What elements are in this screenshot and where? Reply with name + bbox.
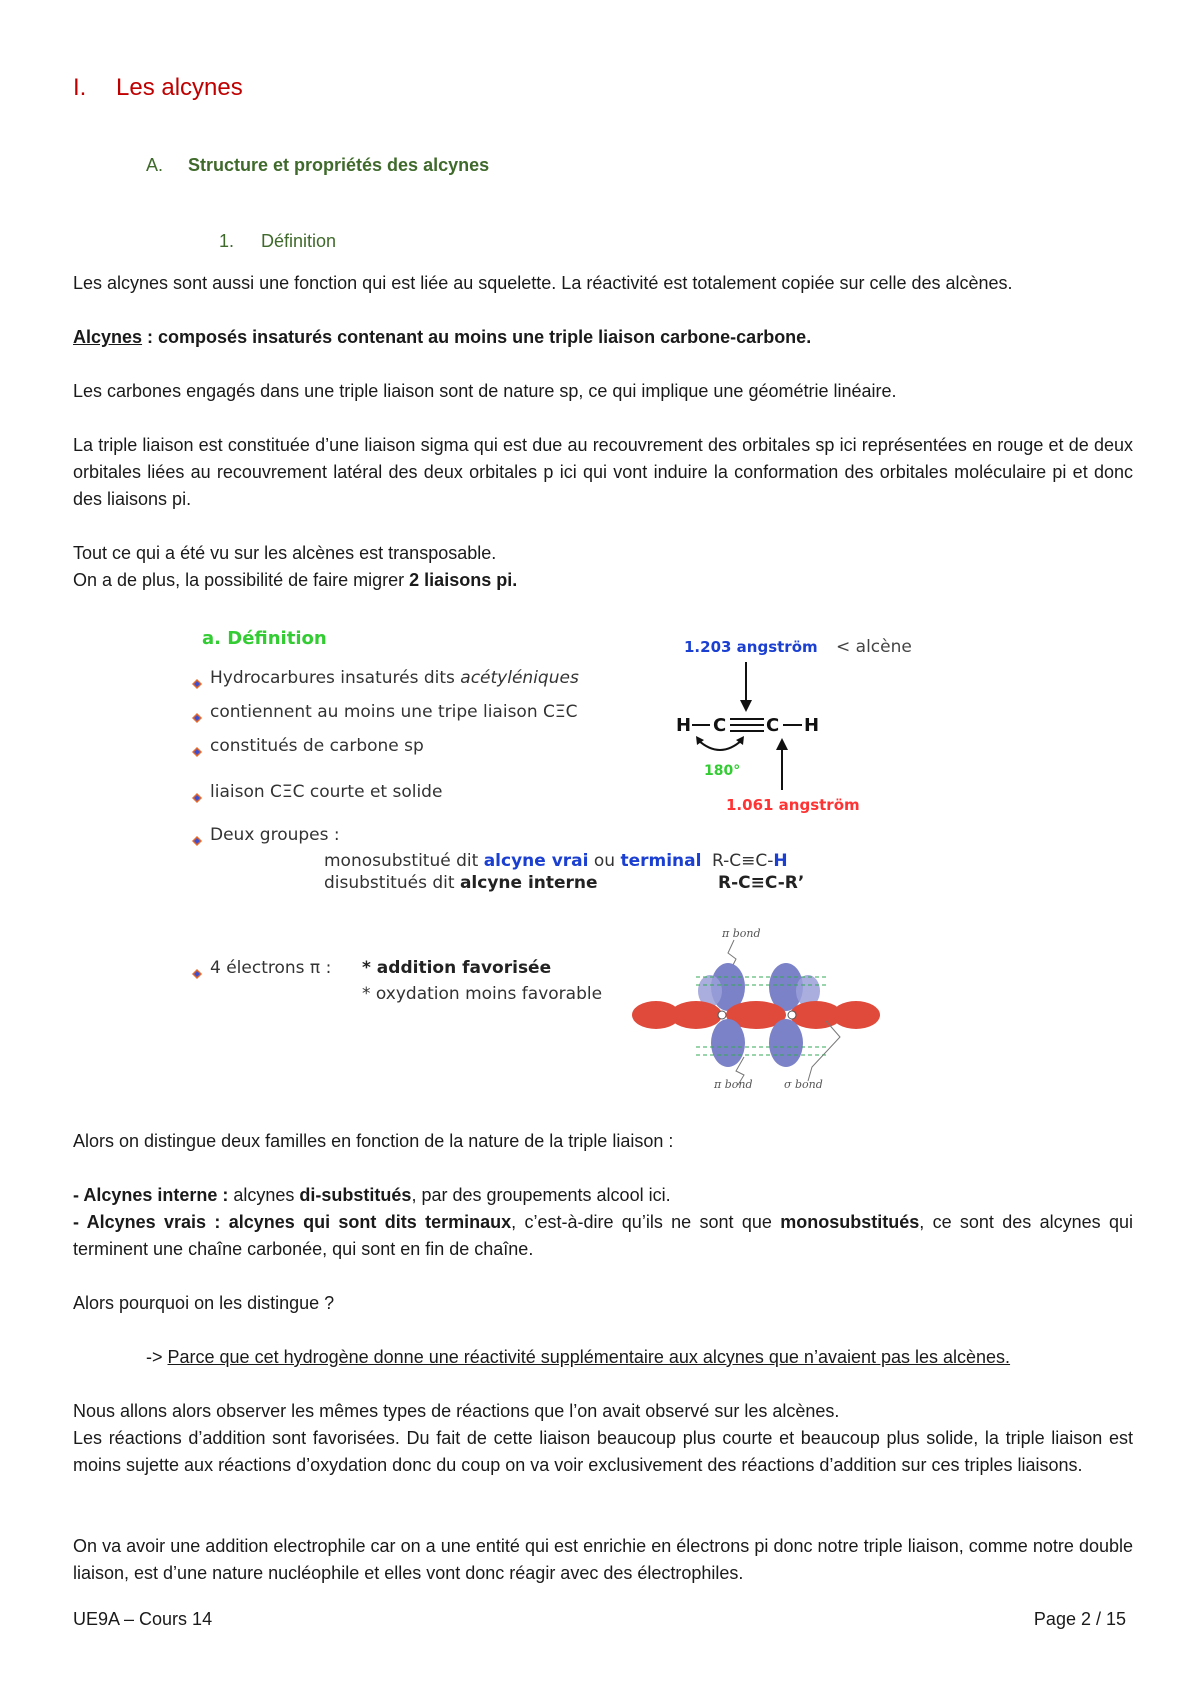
atom-h2: H [804, 715, 820, 736]
sp-orbital-h2 [832, 1001, 880, 1029]
property-oxydation: * oxydation moins favorable [362, 984, 603, 1004]
di-bold: alcyne interne [459, 873, 598, 893]
bullet-icon [192, 833, 202, 843]
heading-3-number: 1. [219, 231, 235, 251]
figure-bullet-5: Deux groupes : [210, 825, 340, 845]
bullet-icon [192, 676, 202, 686]
terminal-bold: monosubstitués [780, 1212, 920, 1232]
definition-figure [186, 620, 986, 1090]
question: Alors pourquoi on les distingue ? [73, 1293, 335, 1313]
mono-formula-h: H [773, 851, 788, 871]
bullet-1-italic: acétyléniques [460, 668, 579, 688]
di-text: disubstitués dit [324, 873, 460, 893]
atom-c1: C [713, 715, 727, 736]
definition-term: Alcynes [73, 327, 143, 347]
mono-formula [712, 851, 788, 871]
bullet-icon [192, 790, 202, 800]
pi-bond-bottom-label: π bond [714, 1078, 753, 1090]
group-mono [324, 851, 701, 871]
bullet-1-text: Hydrocarbures insaturés dits [210, 668, 461, 688]
heading-3 [219, 231, 336, 252]
sigma-bond-pointer [808, 1021, 840, 1081]
carbon-nucleus-1 [718, 1011, 726, 1019]
comparison-label: < alcène [836, 637, 912, 657]
paragraph-geometry: Les carbones engagés dans une triple liaison sont de nature sp, ce qui implique une géométrie linéaire. [73, 381, 897, 401]
answer-text: Parce que cet hydrogène donne une réactivité supplémentaire aux alcynes que n’avaient pas les alcènes. [167, 1347, 1011, 1367]
heading-2-text: Structure et propriétés des alcynes [188, 155, 490, 175]
answer-arrow: -> [146, 1347, 168, 1367]
paragraph-definition [73, 324, 1133, 351]
p-orbital-bottom-1 [711, 1019, 745, 1067]
mono-formula-text: R-C≡C- [712, 851, 774, 871]
list-item-internal [73, 1182, 1133, 1209]
mono-bold-2: terminal [620, 851, 702, 871]
answer [146, 1344, 1126, 1371]
angle-arc [698, 740, 742, 750]
list-families [73, 1182, 1133, 1263]
transposable-line-1: Tout ce qui a été vu sur les alcènes est transposable. [73, 543, 497, 563]
arrow-down-head [740, 700, 752, 712]
heading-3-text: Définition [261, 231, 337, 251]
footer-page-number: Page 2 / 15 [1033, 1609, 1126, 1629]
bullet-icon [192, 744, 202, 754]
property-addition: * addition favorisée [362, 958, 552, 978]
transposable-line-2 [73, 567, 1133, 594]
paragraph-reactions [73, 1398, 1133, 1479]
di-formula: R-C≡C-R’ [718, 873, 805, 893]
sp-orbital-c1-left [670, 1001, 722, 1029]
terminal-rest: , ce sont des alcynes qui terminent une chaîne carbonée, qui sont en fin de chaîne. [73, 1212, 1133, 1259]
paragraph-triple-bond: La triple liaison est constituée d’une liaison sigma qui est due au recouvrement des orbitales sp ici représentées en rouge et de deux orbitales liées au recouvrement latéral des deux orbitales p ici qui vont induire la conformation des orbitales moléculaire pi et donc des liaisons pi. [73, 435, 1133, 509]
sigma-bond-label: σ bond [784, 1078, 823, 1090]
carbon-nucleus-2 [788, 1011, 796, 1019]
internal-text: alcynes [228, 1185, 300, 1205]
cc-length-label: 1.203 angström [684, 638, 818, 656]
bullet-icon [192, 710, 202, 720]
orbital-diagram [626, 925, 886, 1090]
heading-1-text: Les alcynes [116, 74, 243, 101]
terminal-label: - Alcynes vrais : alcynes qui sont dits terminaux [73, 1212, 512, 1232]
heading-2-number: A. [146, 155, 164, 175]
atom-c2: C [766, 715, 780, 736]
acetylene-structure-diagram [676, 630, 976, 815]
reactions-line-2: Les réactions d’addition sont favorisées. Du fait de cette liaison beaucoup plus courte et beaucoup plus solide, la triple liaison est moins sujette aux réactions d’oxydation donc du coup on va voir exclusivement des réactions d’addition sur ces triples liaisons. [73, 1428, 1133, 1475]
paragraph-intro: Les alcynes sont aussi une fonction qui est liée au squelette. La réactivité est totalement copiée sur celle des alcènes. [73, 273, 1013, 293]
arrow-up-head [776, 738, 788, 750]
footer-course: UE9A – Cours 14 [73, 1609, 213, 1629]
figure-bullet-4: liaison CΞC courte et solide [210, 782, 443, 802]
atom-h1: H [676, 715, 692, 736]
figure-bullet-6: 4 électrons π : [210, 958, 332, 978]
figure-bullet-3: constitués de carbone sp [210, 736, 424, 756]
heading-1 [73, 74, 243, 102]
heading-1-number: I. [73, 74, 87, 101]
figure-bullet-1 [210, 668, 579, 688]
figure-bullet-2: contiennent au moins une tripe liaison CΞC [210, 702, 578, 722]
angle-label: 180° [704, 763, 741, 779]
transposable-line-2-text: On a de plus, la possibilité de faire migrer [73, 570, 410, 590]
pi-bond-top-label: π bond [722, 927, 761, 940]
transposable-line-2-bold: 2 liaisons pi. [409, 570, 518, 590]
group-di [324, 873, 598, 893]
internal-rest: , par des groupements alcool ici. [411, 1185, 671, 1205]
figure-title: a. Définition [202, 628, 327, 649]
mono-mid: ou [588, 851, 621, 871]
mono-bold-1: alcyne vrai [483, 851, 589, 871]
reactions-line-1: Nous allons alors observer les mêmes types de réactions que l’on avait observé sur les alcènes. [73, 1401, 840, 1421]
terminal-text: , c’est-à-dire qu’ils ne sont que [511, 1212, 781, 1232]
definition-text: : composés insaturés contenant au moins une triple liaison carbone-carbone. [142, 327, 812, 347]
ch-length-label: 1.061 angström [726, 796, 860, 814]
internal-bold: di-substitués [299, 1185, 412, 1205]
bullet-icon [192, 966, 202, 976]
p-orbital-bottom-2 [769, 1019, 803, 1067]
mono-text: monosubstitué dit [324, 851, 484, 871]
list-item-terminal [73, 1209, 1133, 1263]
heading-2 [146, 155, 489, 176]
paragraph-transposable [73, 540, 1133, 594]
paragraph-electrophile: On va avoir une addition electrophile car on a une entité qui est enrichie en électrons pi donc notre triple liaison, comme notre double liaison, est d’une nature nucléophile et elles vont donc réagir avec des électrophiles. [73, 1536, 1133, 1583]
paragraph-families: Alors on distingue deux familles en fonction de la nature de la triple liaison : [73, 1131, 674, 1151]
internal-label: - Alcynes interne : [73, 1185, 229, 1205]
